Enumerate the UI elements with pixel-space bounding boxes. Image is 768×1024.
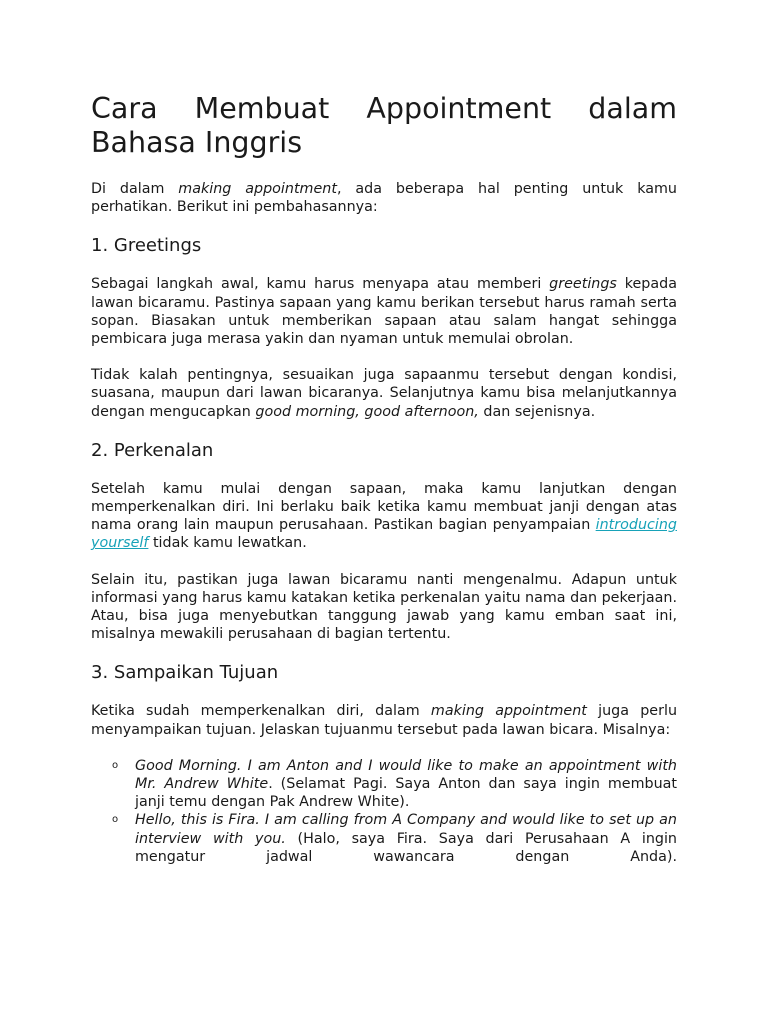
example-2-english: Hello, this is Fira. I am calling from A Company and would like to set up an interview with you.	[135, 812, 677, 847]
greetings-paragraph-2	[91, 366, 677, 421]
tujuan-paragraph-1	[91, 702, 677, 738]
list-item	[112, 757, 677, 812]
example-1-translation: . (Selamat Pagi. Saya Anton dan saya ingin membuat janji temu dengan Pak Andrew White).	[135, 776, 677, 811]
perkenalan-p1-text-2: tidak kamu lewatkan.	[148, 535, 307, 552]
greetings-paragraph-1	[91, 275, 677, 348]
greetings-p2-emphasis: good morning, good afternoon,	[255, 403, 479, 420]
document-page	[91, 92, 677, 866]
list-item	[112, 811, 677, 866]
perkenalan-p2-text-1: Selain itu, pastikan juga lawan bicaramu nanti mengenalmu. Adapun untuk informasi yang harus kamu katakan ketika perkenalan yaitu nama dan pekerjaan. Atau, bisa juga menyebutkan tanggung jawab yang kamu emban saat ini, misalnya mewakili perusahaan di bagian tertentu.	[91, 571, 677, 643]
page-title: Cara Membuat Appointment dalam Bahasa Inggris	[91, 92, 677, 159]
greetings-p2-text-2: dan sejenisnya.	[478, 403, 596, 420]
intro-emphasis: making appointment	[178, 181, 337, 197]
greetings-p1-text-2: kepada lawan bicaramu. Pastinya sapaan yang kamu berikan tersebut harus ramah serta sopan. Biasakan untuk memberikan sapaan atau salam hangat sehingga pembicara juga merasa yakin dan nyaman untuk memulai obrolan.	[91, 276, 677, 348]
bullet-circle-icon: o	[112, 759, 119, 771]
section-heading-sampaikan-tujuan: 3. Sampaikan Tujuan	[91, 662, 279, 684]
tujuan-p1-text-2: juga perlu menyampaikan tujuan. Jelaskan tujuanmu tersebut pada lawan bicara. Misalnya:	[91, 703, 678, 738]
section-heading-greetings: 1. Greetings	[91, 235, 202, 257]
tujuan-p1-text-1: Ketika sudah memperkenalkan diri, dalam	[91, 703, 431, 720]
greetings-p1-emphasis: greetings	[549, 276, 617, 293]
perkenalan-paragraph-1	[91, 480, 677, 553]
greetings-p1-text-1: Sebagai langkah awal, kamu harus menyapa atau memberi	[91, 276, 550, 293]
introducing-yourself-link[interactable]: introducing yourself	[91, 517, 677, 552]
perkenalan-paragraph-2	[91, 571, 677, 644]
greetings-p2-text-1: Tidak kalah pentingnya, sesuaikan juga sapaanmu tersebut dengan kondisi, suasana, maupun dari lawan bicaranya. Selanjutnya kamu bisa melanjutkannya dengan mengucapkan	[91, 367, 677, 420]
tujuan-p1-emphasis: making appointment	[430, 703, 587, 720]
example-1-english: Good Morning. I am Anton and I would like to make an appointment with Mr. Andrew White	[135, 757, 677, 793]
intro-text-2: , ada beberapa hal penting untuk kamu perhatikan. Berikut ini pembahasannya:	[91, 181, 677, 216]
intro-paragraph	[91, 180, 677, 216]
example-2-translation: (Halo, saya Fira. Saya dari Perusahaan A ingin mengatur jadwal wawancara dengan Anda).	[135, 830, 677, 865]
section-heading-perkenalan: 2. Perkenalan	[91, 439, 214, 461]
intro-text-1: Di dalam	[91, 181, 179, 197]
bullet-circle-icon: o	[112, 814, 119, 826]
example-list	[91, 757, 677, 866]
perkenalan-p1-text-1: Setelah kamu mulai dengan sapaan, maka kamu lanjutkan dengan memperkenalkan diri. Ini berlaku baik ketika kamu membuat janji dengan atas nama orang lain maupun perusahaan. Pastikan bagian penyampaian	[91, 480, 677, 534]
